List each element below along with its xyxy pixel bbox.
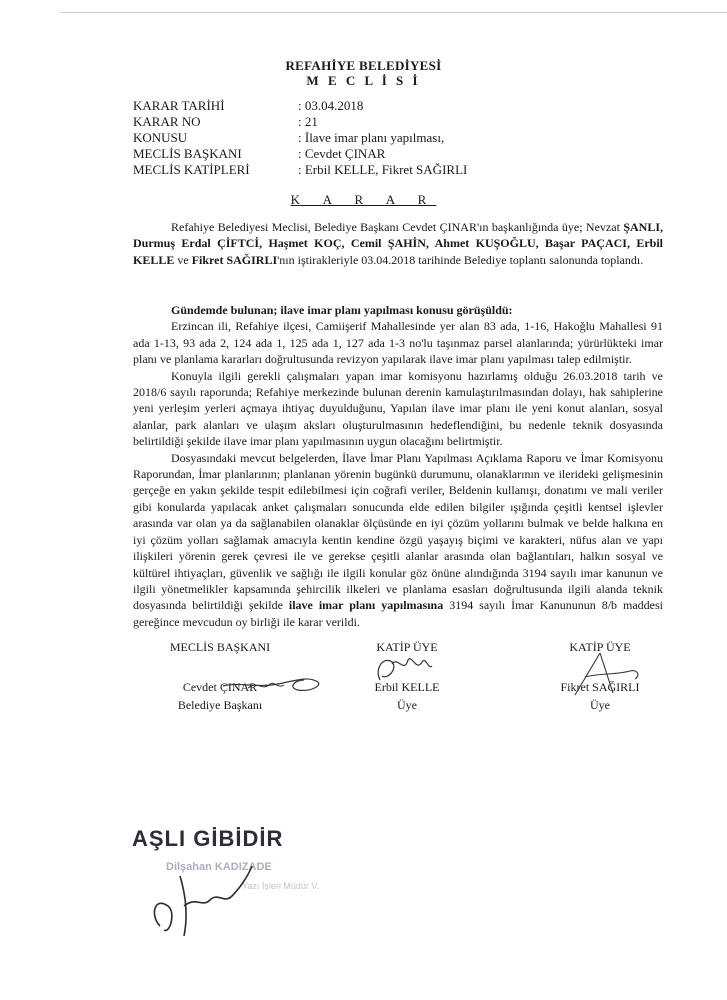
- signature-name: Fikret SAĞIRLI: [560, 680, 640, 694]
- stamp-role: Yazı İşleri Müdür V.: [242, 881, 320, 891]
- signature-name: Cevdet ÇINAR: [182, 680, 258, 694]
- stamp-title: AŞLI GİBİDİR: [132, 826, 284, 851]
- stamp-name: Dilşahan KADIZADE: [166, 861, 272, 873]
- document-subtitle: M E C L İ S İ: [306, 73, 421, 88]
- signature-scribble-chairman: [218, 662, 328, 696]
- info-label: KARAR TARİHİ: [133, 98, 225, 113]
- info-label: MECLİS KATİPLERİ: [133, 162, 250, 177]
- decision-heading-text: K A R A R: [290, 192, 437, 207]
- info-row-date: [133, 98, 467, 114]
- agenda-text: 3194 sayılı İmar Kanununun 8/b maddesi gereğince mevcudun oy birliği ile karar verildi.: [133, 598, 663, 629]
- stamp-signature-scribble: [140, 846, 270, 946]
- info-label: KARAR NO: [133, 114, 201, 129]
- document-title: REFAHİYE BELEDİYESİ: [285, 58, 442, 73]
- signature-role: Belediye Başkanı: [177, 698, 263, 712]
- intro-text: ve: [174, 252, 192, 267]
- agenda-paragraph-2: Konuyla ilgili gerekli çalışmaları yapan imar komisyonu hazırlamış olduğu 26.03.2018 tarih ve 2018/6 sayılı raporunda; Refahiye merkezinde bulunan derenin kamulaştırılmasından dolayı, hak sahiplerine yeni yerleşim yerleri açmaya ihtiyaç duyulduğunu, Yapılan ilave imar planı ile yeni konut alanları, sosyal alanlar, park alanları ve ulaşım aksları oluşturulmasının hedeflendiğini, bu nedenle teknik dosyasında belirtildiği şekilde ilave imar planı yapılmasının uygun olacağını belirtmiştir.: [133, 368, 663, 449]
- info-label: MECLİS BAŞKANI: [133, 146, 242, 161]
- intro-text: 'nın iştirakleriyle 03.04.2018 tarihinde Belediye toplantı salonunda toplandı.: [277, 252, 644, 267]
- decision-info-block: [133, 98, 467, 178]
- agenda-paragraph-3: [133, 450, 663, 630]
- decision-heading: [0, 192, 727, 208]
- certified-copy-stamp: [132, 826, 320, 891]
- agenda-section: [133, 302, 663, 630]
- info-row-subject: [133, 130, 467, 146]
- agenda-bold-text: ilave imar planı yapılmasına: [288, 598, 444, 613]
- info-row-number: [133, 114, 467, 130]
- signature-scribble-clerk-2: [555, 645, 655, 700]
- intro-text: Refahiye Belediyesi Meclisi, Belediye Başkanı Cevdet ÇINAR'ın başkanlığında üye; Nevzat: [171, 220, 624, 234]
- signature-role: Üye: [397, 698, 417, 712]
- signature-scribble-clerk-1: [370, 650, 440, 690]
- info-label: KONUSU: [133, 130, 188, 145]
- signature-title: KATİP ÜYE: [569, 640, 631, 654]
- member-names: ŞANLI, Durmuş Erdal ÇİFTCİ, Haşmet KOÇ, Cemil ŞAHİN, Ahmet KUŞOĞLU, Başar PAÇACI, Erbil KELLE: [133, 220, 663, 267]
- info-value: : 03.04.2018: [298, 98, 364, 113]
- info-value: : Cevdet ÇINAR: [298, 146, 386, 161]
- signature-name: Erbil KELLE: [374, 680, 440, 694]
- info-value: : Erbil KELLE, Fikret SAĞIRLI: [298, 162, 468, 177]
- scan-edge-line: [60, 12, 727, 13]
- signature-title: MECLİS BAŞKANI: [169, 640, 271, 654]
- info-row-clerks: [133, 162, 467, 178]
- agenda-heading: Gündemde bulunan; ilave imar planı yapılması konusu görüşüldü:: [171, 303, 513, 317]
- info-value: : İlave imar planı yapılması,: [298, 130, 445, 145]
- agenda-text: Dosyasındaki mevcut belgelerden, İlave İmar Planı Yapılması Açıklama Raporu ve İmar Komisyonu Raporundan, İmar planlarının; planlanan yörenin bugünkü durumunu, olanaklarının ve ilerideki gelişmesinin gerçeğe en yakın şekilde tespit edilebilmesi için coğrafi veriler, Beldenin kullanışı, donatımı ve mali veriler gibi konularda yapılacak anket çalışmaları sonucunda elde edilen bilgiler ışığında çeşitli kentsel işlevler arasında var olan ya da sağlanabilen olanaklar ölçüsünde en iyi çözüm yollarını bulmak ve belde halkına en iyi çözüm yolları sağlamak amacıyla kentin kendine özgü yaşayış biçimi ve karakteri, nüfus alan ve yapı ilişkileri yörenin gerek çevresi ile ve gerekse çeşitli alanlar arasında olan bağlantıları, halkın sosyal ve kültürel ihtiyaçları, güvenlik ve sağlığı ile ilgili konular göz önüne alındığında 3194 sayılı imar kanunun ve ilgili yönetmelikler kapsamında şehircilik ilkeleri ve planlama esasları doğrultusunda ilgili alanda teknik dosyasında belirtildiği şekilde: [133, 450, 663, 613]
- intro-paragraph: [133, 219, 663, 268]
- member-name: Fikret SAĞIRLI: [191, 252, 278, 267]
- signature-role: Üye: [590, 698, 610, 712]
- info-value: : 21: [298, 114, 318, 129]
- signature-title: KATİP ÜYE: [376, 640, 438, 654]
- agenda-paragraph-1: Erzincan ili, Refahiye ilçesi, Camiişerif Mahallesinde yer alan 83 ada, 1-16, Hakoğlu Mahallesi 91 ada 1-13, 93 ada 2, 124 ada 1, 125 ada 1, 127 ada 1-3 no'lu taşınmaz parsel alanlarında; yürürlükteki imar planı ve planlama kararları doğrultusunda revizyon yapılarak ilave imar planı yapılması talep edilmiştir.: [133, 319, 663, 367]
- info-row-chairman: [133, 146, 467, 162]
